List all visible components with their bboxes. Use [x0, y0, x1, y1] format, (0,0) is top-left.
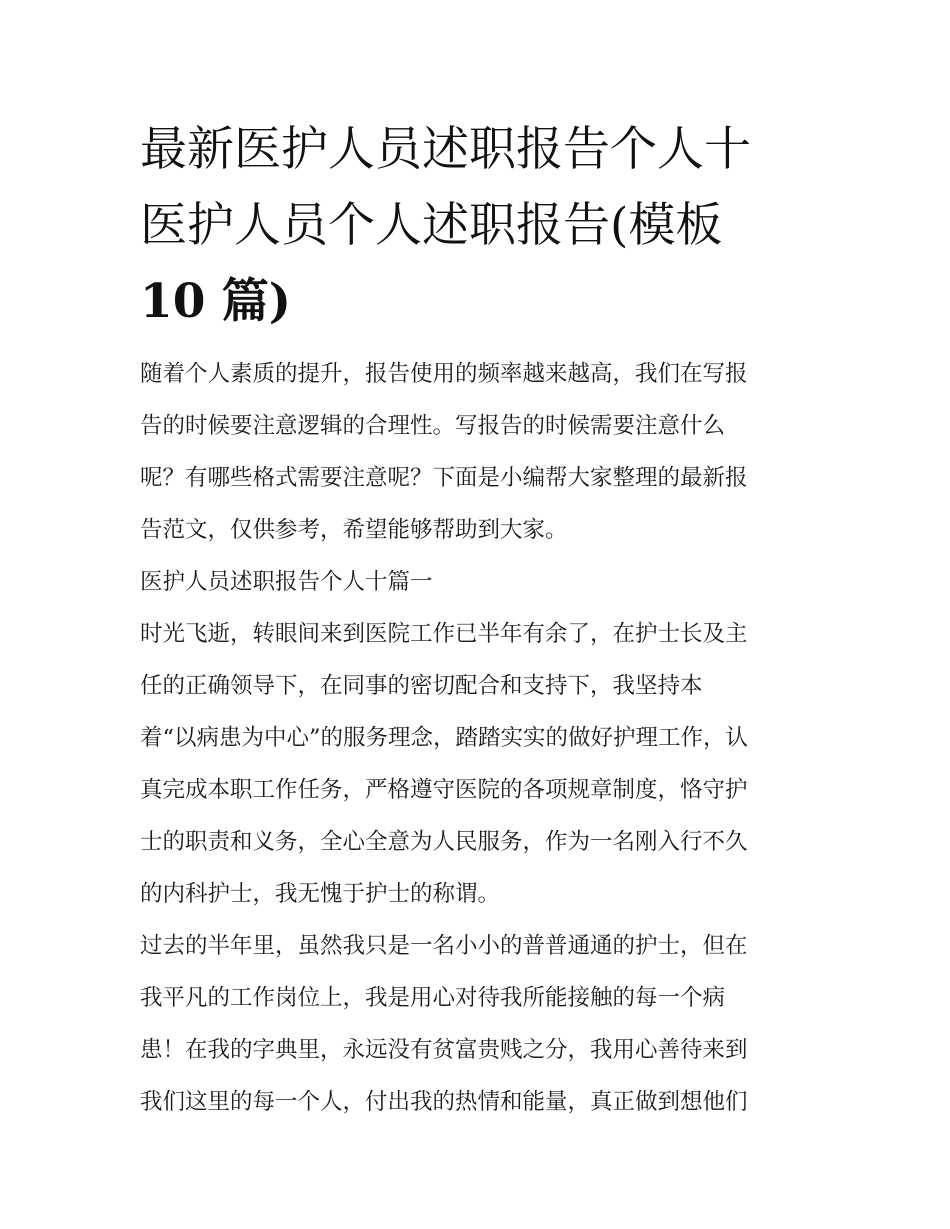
intro-line: 告的时候要注意逻辑的合理性。写报告的时候需要注意什么 — [140, 413, 726, 439]
title-spacer — [140, 340, 815, 348]
document-title — [140, 112, 815, 340]
paragraph-line: 的内科护士，我无愧于护士的称谓。 — [140, 881, 501, 907]
paragraph-line: 过去的半年里，虽然我只是一名小小的普普通通的护士，但在 — [140, 933, 748, 959]
section-heading: 医护人员述职报告个人十篇一 — [140, 569, 433, 595]
intro-line: 随着个人素质的提升，报告使用的频率越来越高，我们在写报 — [140, 361, 748, 387]
title-line-3: 10 篇) — [140, 274, 292, 329]
paragraph-line: 着“以病患为中心”的服务理念，踏踏实实的做好护理工作，认 — [140, 725, 749, 751]
paragraph-line: 任的正确领导下，在同事的密切配合和支持下，我坚持本 — [140, 673, 703, 699]
paragraph-line: 士的职责和义务，全心全意为人民服务，作为一名刚入行不久 — [140, 829, 748, 855]
paragraph-line: 真完成本职工作任务，严格遵守医院的各项规章制度，恪守护 — [140, 777, 748, 803]
title-line-2: 医护人员个人述职报告(模板 — [140, 198, 723, 253]
paragraph-line: 我平凡的工作岗位上，我是用心对待我所能接触的每一个病 — [140, 985, 726, 1011]
paragraph-line: 患！在我的字典里，永远没有贫富贵贱之分，我用心善待来到 — [140, 1037, 748, 1063]
intro-line: 告范文，仅供参考，希望能够帮助到大家。 — [140, 517, 568, 543]
title-line-1: 最新医护人员述职报告个人十 — [140, 122, 751, 177]
paragraph-2 — [140, 920, 815, 1128]
paragraph-1 — [140, 608, 815, 920]
intro-line: 呢？有哪些格式需要注意呢？下面是小编帮大家整理的最新报 — [140, 465, 748, 491]
document-content — [140, 112, 815, 1128]
paragraph-line: 我们这里的每一个人，付出我的热情和能量，真正做到想他们 — [140, 1089, 748, 1115]
paragraph-line: 时光飞逝，转眼间来到医院工作已半年有余了，在护士长及主 — [140, 621, 748, 647]
intro-paragraph — [140, 348, 815, 556]
